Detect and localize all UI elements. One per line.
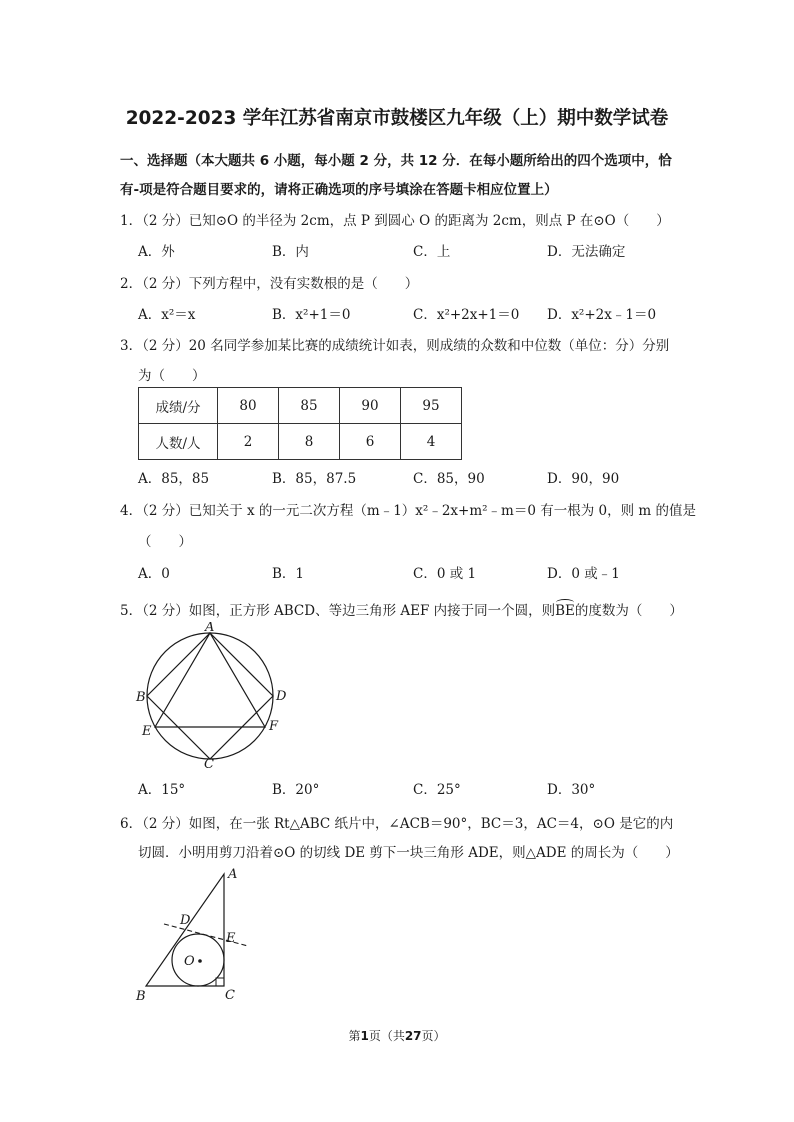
right-angle-mark (216, 978, 224, 986)
label-d: D (276, 689, 287, 704)
triangle-aef (155, 633, 265, 727)
label-b: B (136, 690, 146, 705)
label-e: E (142, 724, 152, 739)
q2-option-c: C．x²+2x+1＝0 (413, 307, 520, 323)
q5-option-b: B．20° (272, 782, 320, 798)
table-cell: 2 (218, 424, 279, 460)
incircle (172, 934, 224, 986)
question-6-stem-line2: 切圆．小明用剪刀沿着⊙O 的切线 DE 剪下一块三角形 ADE，则△ADE 的周长为（ ） (138, 845, 679, 861)
q2-option-a: A．x²＝x (138, 307, 196, 323)
question-4-stem-line1: 4．（2 分）已知关于 x 的一元二次方程（m﹣1）x²﹣2x+m²﹣m＝0 有一根为 0，则 m 的值是 (120, 503, 697, 519)
q3-option-b: B．85，87.5 (272, 471, 357, 487)
table-cell: 90 (340, 388, 401, 424)
question-2-stem: 2．（2 分）下列方程中，没有实数根的是（ ） (120, 276, 419, 292)
q4-option-b: B．1 (272, 566, 305, 582)
question-6-stem-line1: 6．（2 分）如图，在一张 Rt△ABC 纸片中，∠ACB＝90°，BC＝3，AC＝4，⊙O 是它的内 (120, 816, 674, 832)
square-abcd (147, 633, 273, 759)
section-heading-line2: 有-项是符合题目要求的，请将正确选项的序号填涂在答题卡相应位置上） (120, 182, 558, 198)
q5-option-c: C．25° (413, 782, 461, 798)
page-title: 2022-2023 学年江苏省南京市鼓楼区九年级（上）期中数学试卷 (125, 108, 669, 129)
table-cell: 95 (401, 388, 462, 424)
table-cell: 人数/人 (139, 424, 218, 460)
triangle-abc (146, 874, 224, 986)
table-cell: 85 (279, 388, 340, 424)
score-table (138, 387, 462, 460)
q4-option-c: C．0 或 1 (413, 566, 477, 582)
q5-option-d: D．30° (547, 782, 596, 798)
q2-option-b: B．x²+1＝0 (272, 307, 351, 323)
q1-option-a: A．外 (138, 244, 175, 260)
q3-option-d: D．90，90 (547, 471, 620, 487)
label-e: E (226, 931, 236, 946)
footer-text: 页（共 (368, 1029, 405, 1043)
table-cell: 4 (401, 424, 462, 460)
question-5-stem (120, 599, 683, 619)
q3-option-c: C．85，90 (413, 471, 485, 487)
label-a: A (205, 622, 215, 635)
q4-option-d: D．0 或﹣1 (547, 566, 620, 582)
table-cell: 8 (279, 424, 340, 460)
table-row (139, 388, 462, 424)
section-heading-line1: 一、选择题（本大题共 6 小题，每小题 2 分，共 12 分．在每小题所给出的四个选项中，恰 (120, 153, 672, 169)
q5-stem-post: 的度数为（ ） (574, 603, 683, 619)
q3-option-a: A．85，85 (138, 471, 210, 487)
circumcircle (147, 633, 273, 759)
label-a: A (228, 867, 238, 882)
q5-stem-pre: 5．（2 分）如图，正方形 ABCD、等边三角形 AEF 内接于同一个圆，则 (120, 603, 556, 619)
q5-figure (130, 622, 300, 772)
q1-option-b: B．内 (272, 244, 309, 260)
table-cell: 80 (218, 388, 279, 424)
table-row (139, 424, 462, 460)
table-cell: 6 (340, 424, 401, 460)
question-3-stem-line1: 3．（2 分）20 名同学参加某比赛的成绩统计如表，则成绩的众数和中位数（单位：分）分别 (120, 338, 670, 354)
arc-be-symbol: BE (555, 603, 575, 619)
q4-option-a: A．0 (138, 566, 170, 582)
label-c: C (225, 988, 235, 1003)
label-f: F (269, 719, 279, 734)
footer-page-number: 1 (360, 1029, 369, 1043)
label-d: D (180, 913, 191, 928)
label-b: B (136, 989, 146, 1004)
q6-figure (132, 866, 262, 1006)
center-o-dot (198, 959, 202, 963)
table-cell: 成绩/分 (139, 388, 218, 424)
q2-option-d: D．x²+2x﹣1＝0 (547, 307, 657, 323)
q5-option-a: A．15° (138, 782, 186, 798)
question-3-stem-line2: 为（ ） (138, 368, 206, 384)
label-o: O (184, 954, 195, 969)
question-1-stem: 1．（2 分）已知⊙O 的半径为 2cm，点 P 到圆心 O 的距离为 2cm，则点 P 在⊙O（ ） (120, 213, 670, 229)
question-4-stem-line2: （ ） (138, 534, 192, 550)
footer-total-pages: 27 (404, 1029, 422, 1043)
footer-text: 第 (348, 1029, 361, 1043)
footer-text: 页） (421, 1029, 446, 1043)
q1-option-c: C．上 (413, 244, 451, 260)
label-c: C (204, 757, 214, 772)
page-footer (0, 1027, 794, 1044)
q1-option-d: D．无法确定 (547, 244, 626, 260)
